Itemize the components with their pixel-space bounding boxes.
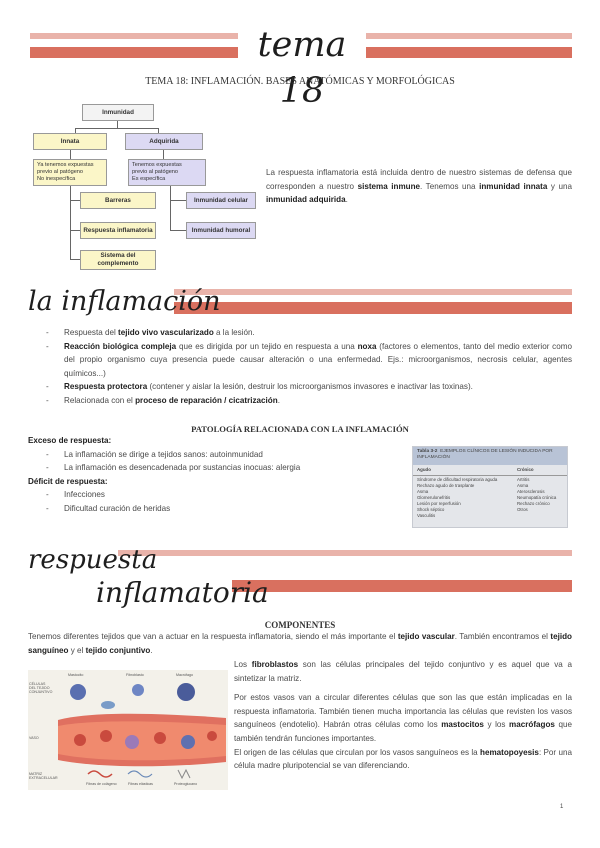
components-paragraph-2: Los fibroblastos son las células principales del tejido conjuntivo y es aquel que va a sintetizar la matriz. [234,660,572,683]
diagram-innate-node: Innata [33,133,107,150]
components-paragraph-4: El origen de las células que circulan por los vasos sanguíneos es la hematopoyesis: Por una célula madre pluripotencial se van diferenciando. [234,747,572,771]
tissue-illustration [28,670,228,790]
list-item: - Relacionada con el proceso de reparación / cicatrización. [46,394,572,408]
page-subtitle: TEMA 18: INFLAMACIÓN. BASES ANATÓMICAS Y MORFOLÓGICAS [145,76,455,87]
section1-heading: la inflamación [28,286,221,317]
section2-stripe-dark [232,580,572,592]
header-stripe-light-right [366,33,572,39]
table-col-acute: Síndrome de dificultad respiratoria aguda Rechazo agudo de trasplante Asma Glomerulonefritis Lesión por reperfusión Shock séptico Vasculitis [417,477,498,518]
components-paragraph-1: Tenemos diferentes tejidos que van a actuar en la respuesta inflamatoria, siendo el más importante el tejido vascular. También encontramos el tejido sanguíneo y el tejido conjuntivo. [28,632,572,655]
table-caption: Tabla 3-2 EJEMPLOS CLÍNICOS DE LESIÓN INDUCIDA POR INFLAMACIÓN [413,447,567,465]
header-stripe-dark-left [30,47,238,58]
illustration-label: Fibras elásticas [128,782,153,786]
deficit-title: Déficit de respuesta: [28,476,108,486]
diagram-node-inmunidad-celular: Inmunidad celular [186,192,256,209]
components-title: COMPONENTES [264,620,336,630]
illustration-label: Fibroblasto [126,673,144,677]
list-item: - Reacción biológica compleja que es dirigida por un tejido en respuesta a una noxa (factores o elementos, tanto del medio exterior como del propio organismo cuya presencia puede causar alteración o una enfermedad. Ejs.: microorganismos, necrosis celular, agentes químicos...) [46,340,572,381]
illustration-label: VASO [29,736,39,740]
table-header: Agudo Crónico [413,465,567,476]
diagram-node-inmunidad-humoral: Inmunidad humoral [186,222,256,239]
list-item: - La inflamación es desencadenada por sustancias inocuas: alergia [46,461,408,475]
section2-heading-1: respuesta [28,545,158,575]
list-item: - Dificultad curación de heridas [46,502,408,516]
pathology-lists [28,434,408,516]
diagram-acquired-node: Adquirida [125,133,203,150]
illustration-label: Mastocito [68,673,84,677]
pathology-heading: PATOLOGÍA RELACIONADA CON LA INFLAMACIÓN [191,424,409,434]
list-item: - Infecciones [46,488,408,502]
diagram-node-barreras: Barreras [80,192,156,209]
illustration-label: Macrófago [176,673,193,677]
components-paragraph-3: Por estos vasos van a circular diferentes células que son las que están implicadas en la respuesta inflamatoria. También tienen mucha importancia las células que revisten los vasos sanguíneos (endotelio). Habrán otras células como los mastocitos y los macrófagos que también tendrán funciones importantes. [234,693,572,743]
page-number: 1 [560,804,564,810]
section1-stripe-light [174,289,572,295]
clinical-examples-table [412,446,568,528]
section2-stripe-light [118,550,572,556]
header-stripe-light-left [30,33,238,39]
list-item: - Respuesta protectora (contener y aislar la lesión, destruir los microorganismos invasores e inactivar las toxinas). [46,380,572,394]
page-title: tema 18 [257,25,347,111]
section2-heading-2: inflamatoria [96,576,269,609]
illustration-label: Proteoglucano [174,782,198,786]
diagram-node-respuesta-inflamatoria: Respuesta inflamatoria [80,222,156,239]
illustration-label: MATRIZ EXTRACELULAR [29,772,58,780]
header-stripe-dark-right [366,47,572,58]
excess-title: Exceso de respuesta: [28,436,112,445]
diagram-root-node: Inmunidad [82,104,154,121]
section1-bullets [46,326,572,408]
list-item: - La inflamación se dirige a tejidos sanos: autoinmunidad [46,448,408,462]
diagram-node-complemento: Sistema del complemento [80,250,156,270]
illustration-label: CÉLULAS DEL TEJIDO CONJUNTIVO [29,682,53,694]
components-paragraphs [234,658,572,773]
diagram-innate-notes: Ya tenemos expuestas previo al patógeno No inespecífica [33,159,107,186]
diagram-acquired-notes: Tenemos expuestas previo al patógeno Es específica [128,159,206,186]
vessel-icon [28,670,228,790]
list-item: - Respuesta del tejido vivo vascularizado a la lesión. [46,326,572,340]
illustration-label: Fibras de colágeno [86,782,117,786]
table-col-chronic: Artritis Asma Aterosclerosis Neumopatía crónica Rechazo crónico Otros [517,477,557,512]
section1-stripe-dark [174,302,572,314]
intro-paragraph: La respuesta inflamatoria está incluida dentro de nuestro sistemas de defensa que corresponden a nuestro sistema inmune. Tenemos una inmunidad innata y una inmunidad adquirida. [266,168,572,205]
